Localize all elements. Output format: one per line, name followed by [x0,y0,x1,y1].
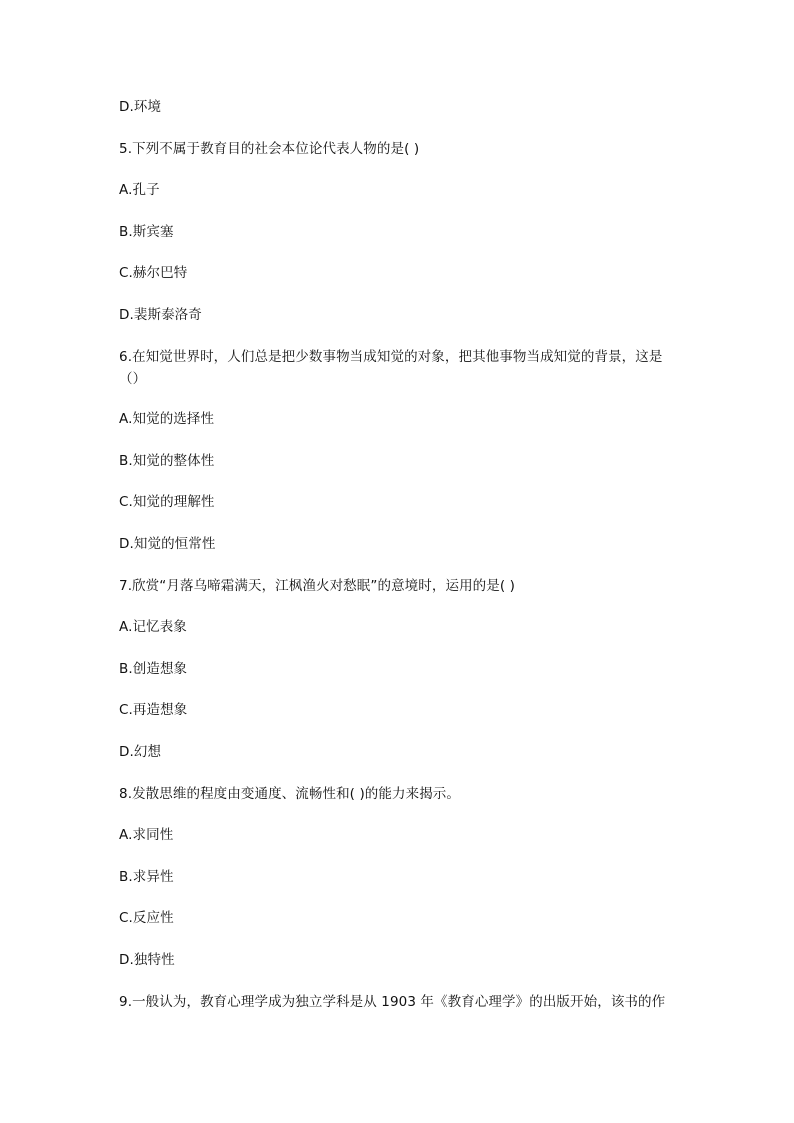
question-7: 7.欣赏“月落乌啼霜满天，江枫渔火对愁眠”的意境时，运用的是( ) [119,578,515,594]
option-b-q6: B.知觉的整体性 [119,453,215,469]
option-b-q5: B.斯宾塞 [119,224,174,240]
option-a-q5: A.孔子 [119,182,160,198]
option-a-q7: A.记忆表象 [119,619,187,635]
option-c-q5: C.赫尔巴特 [119,265,188,281]
option-d-q6: D.知觉的恒常性 [119,536,216,552]
option-b-q8: B.求异性 [119,869,174,885]
option-d-q7: D.幻想 [119,744,162,760]
option-d-q4: D.环境 [119,99,162,115]
option-c-q6: C.知觉的理解性 [119,494,215,510]
option-c-q7: C.再造想象 [119,702,188,718]
option-a-q6: A.知觉的选择性 [119,411,215,427]
option-c-q8: C.反应性 [119,910,174,926]
question-8: 8.发散思维的程度由变通度、流畅性和( )的能力来揭示。 [119,786,461,802]
question-6: 6.在知觉世界时，人们总是把少数事物当成知觉的对象，把其他事物当成知觉的背景，这是（） [119,349,663,387]
option-d-q5: D.裴斯泰洛奇 [119,307,202,323]
option-d-q8: D.独特性 [119,952,175,968]
option-b-q7: B.创造想象 [119,661,188,677]
option-a-q8: A.求同性 [119,827,174,843]
question-5: 5.下列不属于教育目的社会本位论代表人物的是( ) [119,141,420,157]
question-9: 9.一般认为，教育心理学成为独立学科是从 1903 年《教育心理学》的出版开始，该书的作 [119,994,666,1010]
